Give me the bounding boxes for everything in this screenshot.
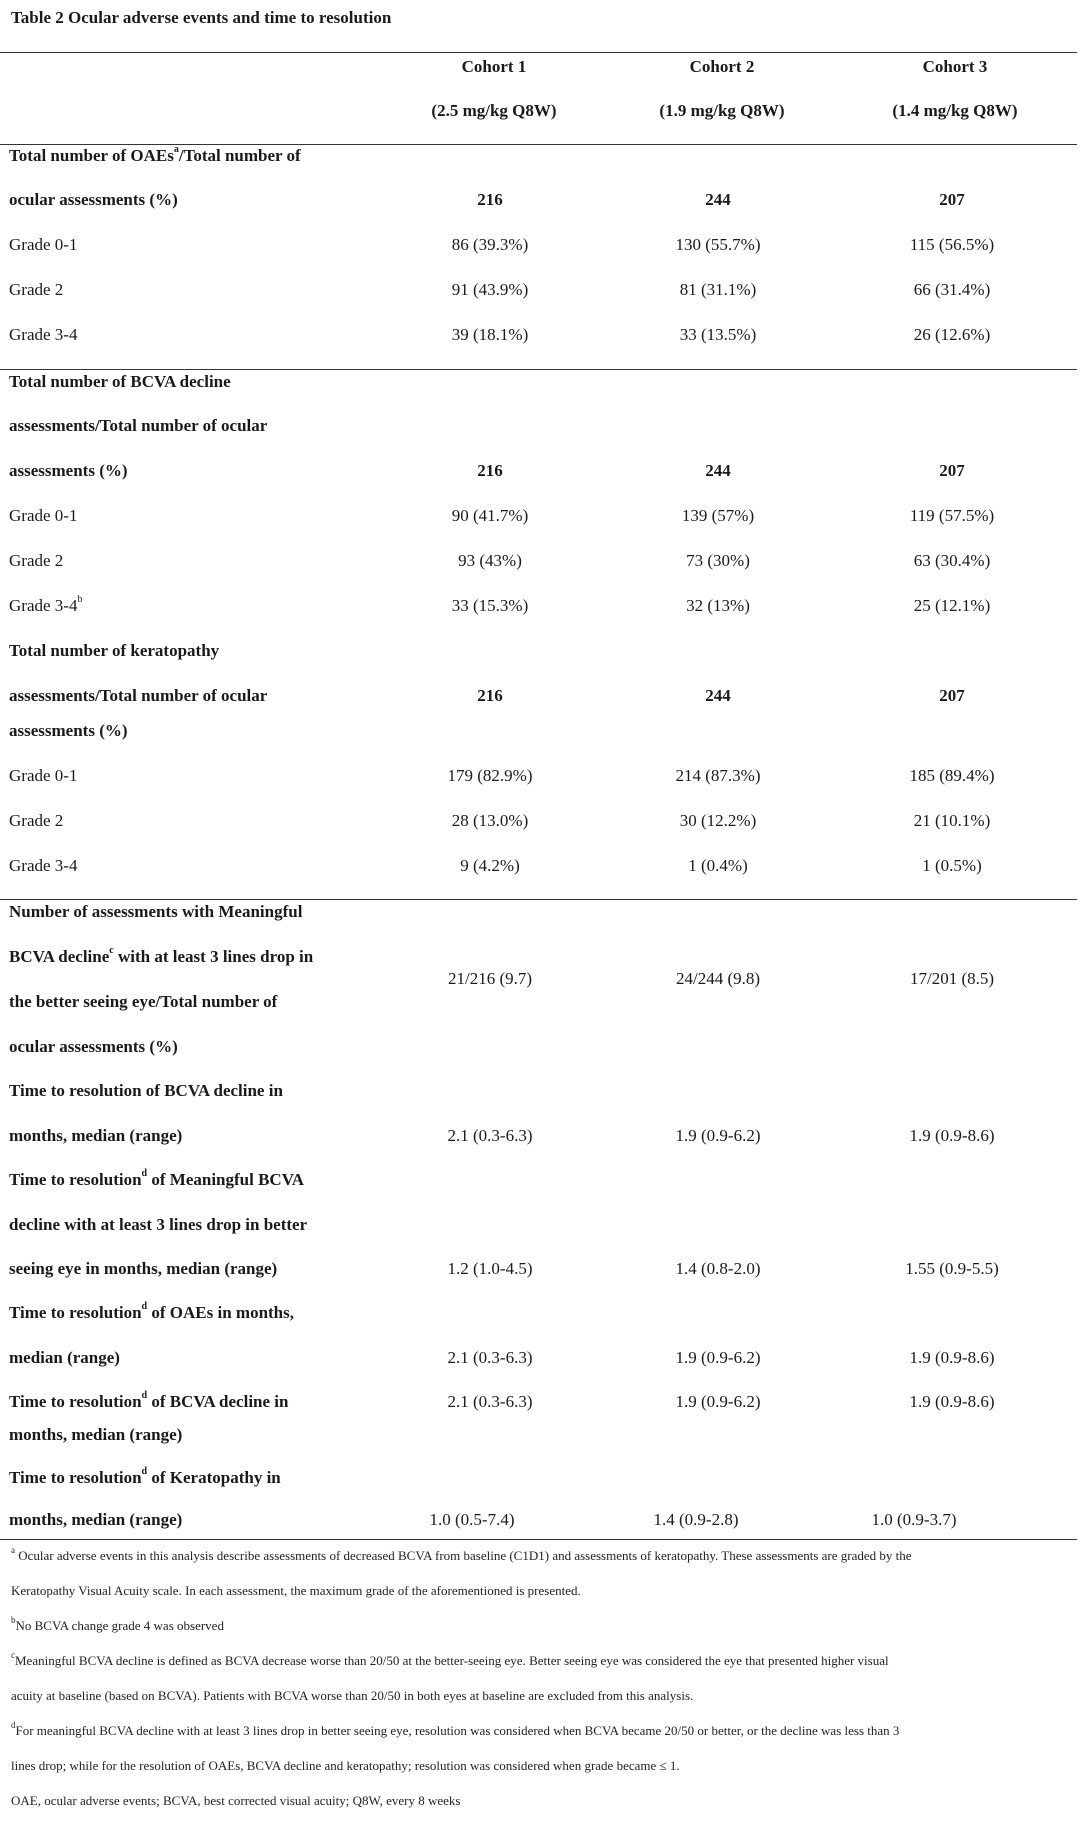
kerat-title-line2: assessments/Total number of ocular (9, 686, 268, 705)
ttr-bcva-d-value: 1.9 (0.9-8.6) (909, 1392, 995, 1411)
kerat-row-value: 30 (12.2%) (679, 811, 757, 830)
col-header-cohort2: Cohort 2 (689, 57, 755, 76)
oae-row-value: 115 (56.5%) (909, 235, 995, 254)
kerat-row-value: 9 (4.2%) (460, 856, 520, 875)
table-caption: Table 2 Ocular adverse events and time to resolution (11, 8, 392, 27)
kerat-total-c2: 244 (705, 686, 731, 705)
kerat-row-label: Grade 2 (9, 811, 64, 830)
footnote-b: $^b$No BCVA change grade 4 was observed (11, 1615, 224, 1633)
kerat-row-value: 1 (0.4%) (688, 856, 748, 875)
ttr-bcva-d-title: Time to resolution$^d$ of BCVA decline in (9, 1390, 289, 1411)
oae-row-value: 130 (55.7%) (675, 235, 761, 254)
meaningful-title-line3: the better seeing eye/Total number of (9, 992, 278, 1011)
kerat-row-value: 179 (82.9%) (447, 766, 533, 785)
meaningful-value-c1: 21/216 (9.7) (447, 969, 533, 988)
kerat-row-value: 185 (89.4%) (909, 766, 995, 785)
ttr-oae-value: 1.9 (0.9-8.6) (909, 1348, 995, 1367)
bcva-row-value: 63 (30.4%) (913, 551, 991, 570)
ttr-bcva-title-line2: months, median (range) (9, 1126, 183, 1145)
ttr-kerat-title-line2: months, median (range) (9, 1510, 183, 1529)
footnote-c-line2: acuity at baseline (based on BCVA). Patients with BCVA worse than 20/50 in both eyes at baseline are excluded from this analysis. (11, 1688, 694, 1703)
ttr-bcva-title: Time to resolution of BCVA decline in (9, 1081, 283, 1100)
ttr-oae-title-line2: median (range) (9, 1348, 120, 1367)
bcva-title-line3: assessments (%) (9, 461, 128, 480)
bcva-row-label: Grade 0-1 (9, 506, 78, 525)
meaningful-title-line4: ocular assessments (%) (9, 1037, 178, 1056)
ttr-kerat-value: 1.0 (0.9-3.7) (871, 1510, 957, 1529)
kerat-row-label: Grade 0-1 (9, 766, 78, 785)
bcva-row-value: 139 (57%) (681, 506, 755, 525)
oae-row-value: 26 (12.6%) (913, 325, 991, 344)
oae-row-value: 33 (13.5%) (679, 325, 757, 344)
col-dose-cohort2: (1.9 mg/kg Q8W) (659, 101, 785, 120)
footnote-a-line2: Keratopathy Visual Acuity scale. In each assessment, the maximum grade of the aforementioned is presented. (11, 1583, 581, 1598)
bcva-row-label: Grade 2 (9, 551, 64, 570)
kerat-row-label: Grade 3-4 (9, 856, 78, 875)
bcva-total-c2: 244 (705, 461, 731, 480)
bottom-rule (0, 1539, 1077, 1540)
bcva-row-value: 119 (57.5%) (909, 506, 995, 525)
bcva-row-value: 32 (13%) (686, 596, 750, 615)
meaningful-title-line2: BCVA decline$^c$ with at least 3 lines drop in (9, 945, 314, 966)
ttr-meaningful-title-line2: decline with at least 3 lines drop in better (9, 1215, 308, 1234)
ttr-kerat-title: Time to resolution$^d$ of Keratopathy in (9, 1466, 281, 1487)
ttr-bcva-value: 1.9 (0.9-6.2) (675, 1126, 761, 1145)
ttr-bcva-d-value: 1.9 (0.9-6.2) (675, 1392, 761, 1411)
header-rule (0, 144, 1077, 145)
kerat-row-value: 21 (10.1%) (913, 811, 991, 830)
ttr-oae-value: 2.1 (0.3-6.3) (447, 1348, 533, 1367)
bcva-row-value: 25 (12.1%) (913, 596, 991, 615)
oae-total-c1: 216 (477, 190, 503, 209)
bcva-title-line2: assessments/Total number of ocular (9, 416, 268, 435)
footnote-abbreviations: OAE, ocular adverse events; BCVA, best corrected visual acuity; Q8W, every 8 weeks (11, 1793, 461, 1808)
kerat-row-value: 1 (0.5%) (922, 856, 982, 875)
oae-row-value: 91 (43.9%) (451, 280, 529, 299)
ttr-bcva-value: 2.1 (0.3-6.3) (447, 1126, 533, 1145)
oae-row-label: Grade 2 (9, 280, 64, 299)
col-dose-cohort1: (2.5 mg/kg Q8W) (431, 101, 557, 120)
oae-row-label: Grade 3-4 (9, 325, 78, 344)
kerat-total-c3: 207 (939, 686, 965, 705)
bcva-title: Total number of BCVA decline (9, 372, 231, 391)
oae-row-value: 66 (31.4%) (913, 280, 991, 299)
ttr-bcva-d-title-line2: months, median (range) (9, 1425, 183, 1444)
ttr-meaningful-title-line3: seeing eye in months, median (range) (9, 1259, 278, 1278)
oae-row-value: 81 (31.1%) (679, 280, 757, 299)
ttr-kerat-value: 1.0 (0.5-7.4) (429, 1510, 515, 1529)
section-rule (0, 369, 1077, 370)
kerat-row-value: 28 (13.0%) (451, 811, 529, 830)
bcva-row-label: Grade 3-4$^b$ (9, 594, 83, 615)
kerat-row-value: 214 (87.3%) (675, 766, 761, 785)
ttr-meaningful-value: 1.55 (0.9-5.5) (905, 1259, 999, 1278)
bcva-row-value: 73 (30%) (686, 551, 750, 570)
footnote-a: $^a$ Ocular adverse events in this analysis describe assessments of decreased BCVA from baseline (C1D1) and assessments of keratopathy. These assessments are graded by the (11, 1545, 912, 1563)
oae-row-label: Grade 0-1 (9, 235, 78, 254)
bcva-row-value: 93 (43%) (458, 551, 522, 570)
meaningful-value-c2: 24/244 (9.8) (675, 969, 761, 988)
col-dose-cohort3: (1.4 mg/kg Q8W) (892, 101, 1018, 120)
col-header-cohort1: Cohort 1 (461, 57, 527, 76)
meaningful-title: Number of assessments with Meaningful (9, 902, 303, 921)
oae-title: Total number of OAEs$^a$/Total number of (9, 144, 301, 165)
ttr-meaningful-value: 1.2 (1.0-4.5) (447, 1259, 533, 1278)
ttr-bcva-d-value: 2.1 (0.3-6.3) (447, 1392, 533, 1411)
footnote-c: $^c$Meaningful BCVA decline is defined as BCVA decrease worse than 20/50 at the better-seeing eye. Better seeing eye was considered the eye that presented higher visual (11, 1650, 889, 1668)
ttr-oae-value: 1.9 (0.9-6.2) (675, 1348, 761, 1367)
oae-total-c2: 244 (705, 190, 731, 209)
ttr-kerat-value: 1.4 (0.9-2.8) (653, 1510, 739, 1529)
ttr-oae-title: Time to resolution$^d$ of OAEs in months, (9, 1301, 294, 1322)
meaningful-value-c3: 17/201 (8.5) (909, 969, 995, 988)
oae-row-value: 86 (39.3%) (451, 235, 529, 254)
kerat-total-c1: 216 (477, 686, 503, 705)
ttr-bcva-value: 1.9 (0.9-8.6) (909, 1126, 995, 1145)
footnote-d-line2: lines drop; while for the resolution of OAEs, BCVA decline and keratopathy; resolution was considered when grade became ≤ 1. (11, 1758, 680, 1773)
ttr-meaningful-title: Time to resolution$^d$ of Meaningful BCVA (9, 1168, 305, 1189)
kerat-title: Total number of keratopathy (9, 641, 220, 660)
ttr-meaningful-value: 1.4 (0.8-2.0) (675, 1259, 761, 1278)
bcva-row-value: 90 (41.7%) (451, 506, 529, 525)
footnote-d: $^d$For meaningful BCVA decline with at least 3 lines drop in better seeing eye, resolution was considered when BCVA became 20/50 or better, or the decline was less than 3 (11, 1720, 900, 1738)
oae-total-c3: 207 (939, 190, 965, 209)
top-rule (0, 52, 1077, 53)
bcva-total-c1: 216 (477, 461, 503, 480)
bcva-total-c3: 207 (939, 461, 965, 480)
section-rule (0, 899, 1077, 900)
col-header-cohort3: Cohort 3 (922, 57, 988, 76)
oae-title-line2: ocular assessments (%) (9, 190, 178, 209)
bcva-row-value: 33 (15.3%) (451, 596, 529, 615)
kerat-title-line3: assessments (%) (9, 721, 128, 740)
oae-row-value: 39 (18.1%) (451, 325, 529, 344)
